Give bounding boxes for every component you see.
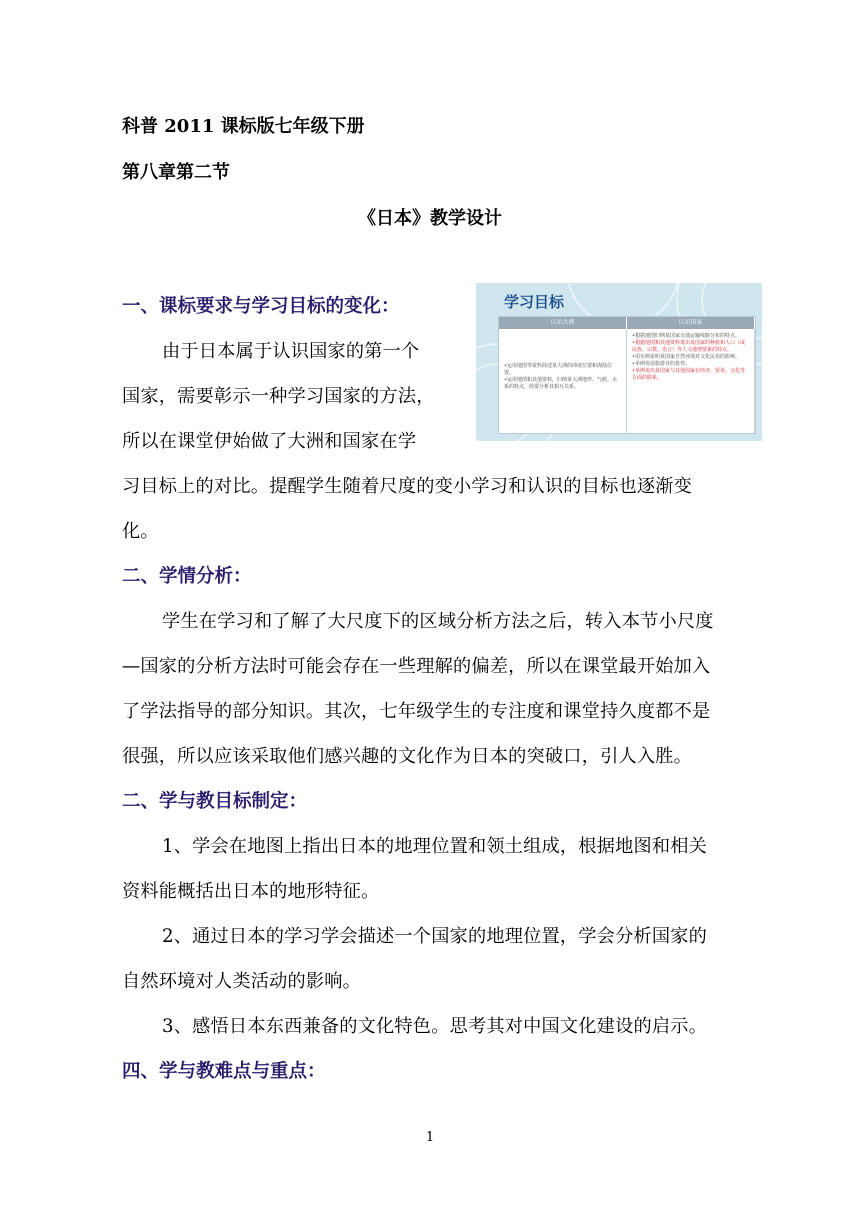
slide-col-right (627, 329, 755, 433)
section-1-line: 化。 (122, 521, 159, 542)
section-2-line: 了学法指导的部分知识。其次，七年级学生的专注度和课堂持久度都不是 (122, 701, 711, 722)
slide-right-item: •用实例说明某国家自然环境对文化民俗的影响。 (632, 354, 740, 360)
page-number: 1 (425, 1130, 435, 1145)
section-1-line: 国家，需要彰示一种学习国家的方法， (122, 386, 435, 407)
slide-col-left (499, 329, 627, 433)
section-3-line: 资料能概括出日本的地形特征。 (122, 881, 380, 902)
learning-goals-slide-image (476, 283, 762, 441)
section-1-line: 习目标上的对比。提醒学生随着尺度的变小学习和认识的目标也逐渐变 (122, 476, 693, 497)
slide-table-body (499, 329, 755, 433)
section-3-line: 自然环境对人类活动的影响。 (122, 971, 362, 992)
slide-title: 学习目标 (504, 293, 565, 311)
slide-left-item: •运用地图等资料简述某大洲的纬度位置和海陆位置。 (504, 363, 612, 376)
chapter-info: 第八章第二节 (122, 162, 230, 183)
slide-table-header (499, 317, 755, 329)
section-2-line: —国家的分析方法时可能会存在一些理解的偏差，所以在课堂最开始加入 (122, 656, 711, 677)
slide-right-item: •举例发展旅游业的优势。 (632, 361, 690, 367)
section-1-line: 由于日本属于认识国家的第一个 (162, 341, 420, 362)
course-info: 科普 2011 课标版七年级下册 (122, 116, 365, 137)
slide-left-item: •运用地图和其他资料，归纳某大洲地形、气候、水系的特点，简要分析其相互关系。 (504, 377, 617, 390)
slide-col-left-head: 认识大洲 (499, 317, 627, 329)
section-3-heading: 二、学与教目标制定： (122, 791, 308, 812)
slide-table (498, 316, 756, 434)
section-4-heading: 四、学与教难点与重点： (122, 1061, 326, 1082)
document-title: 《日本》教学设计 (358, 208, 502, 229)
section-2-heading: 二、学情分析： (122, 566, 252, 587)
section-1-line: 所以在课堂伊始做了大洲和国家在学 (122, 431, 417, 452)
section-3-line: 1、学会在地图上指出日本的地理位置和领土组成，根据地图和相关 (162, 836, 708, 857)
section-2-line: 学生在学习和了解了大尺度下的区域分析方法之后，转入本节小尺度 (162, 611, 714, 632)
slide-right-item: •举例说出某国家与其他国家在经济、贸易、文化等方面的联系。 (632, 368, 745, 381)
slide-right-item: •根据地图和其他资料说出某国家的种族和人口（或民族、宗教、语言）等人文地理要素的特点。 (632, 340, 745, 353)
section-3-line: 2、通过日本的学习学会描述一个国家的地理位置，学会分析国家的 (162, 926, 708, 947)
slide-col-right-head: 认识国家 (627, 317, 755, 329)
section-1-heading: 一、课标要求与学习目标的变化： (122, 296, 400, 317)
slide-right-item: •根据地图归纳某国家交通运输线路分布的特点。 (632, 333, 740, 339)
section-2-line: 很强，所以应该采取他们感兴趣的文化作为日本的突破口，引人入胜。 (122, 746, 693, 767)
section-3-line: 3、感悟日本东西兼备的文化特色。思考其对中国文化建设的启示。 (162, 1016, 708, 1037)
